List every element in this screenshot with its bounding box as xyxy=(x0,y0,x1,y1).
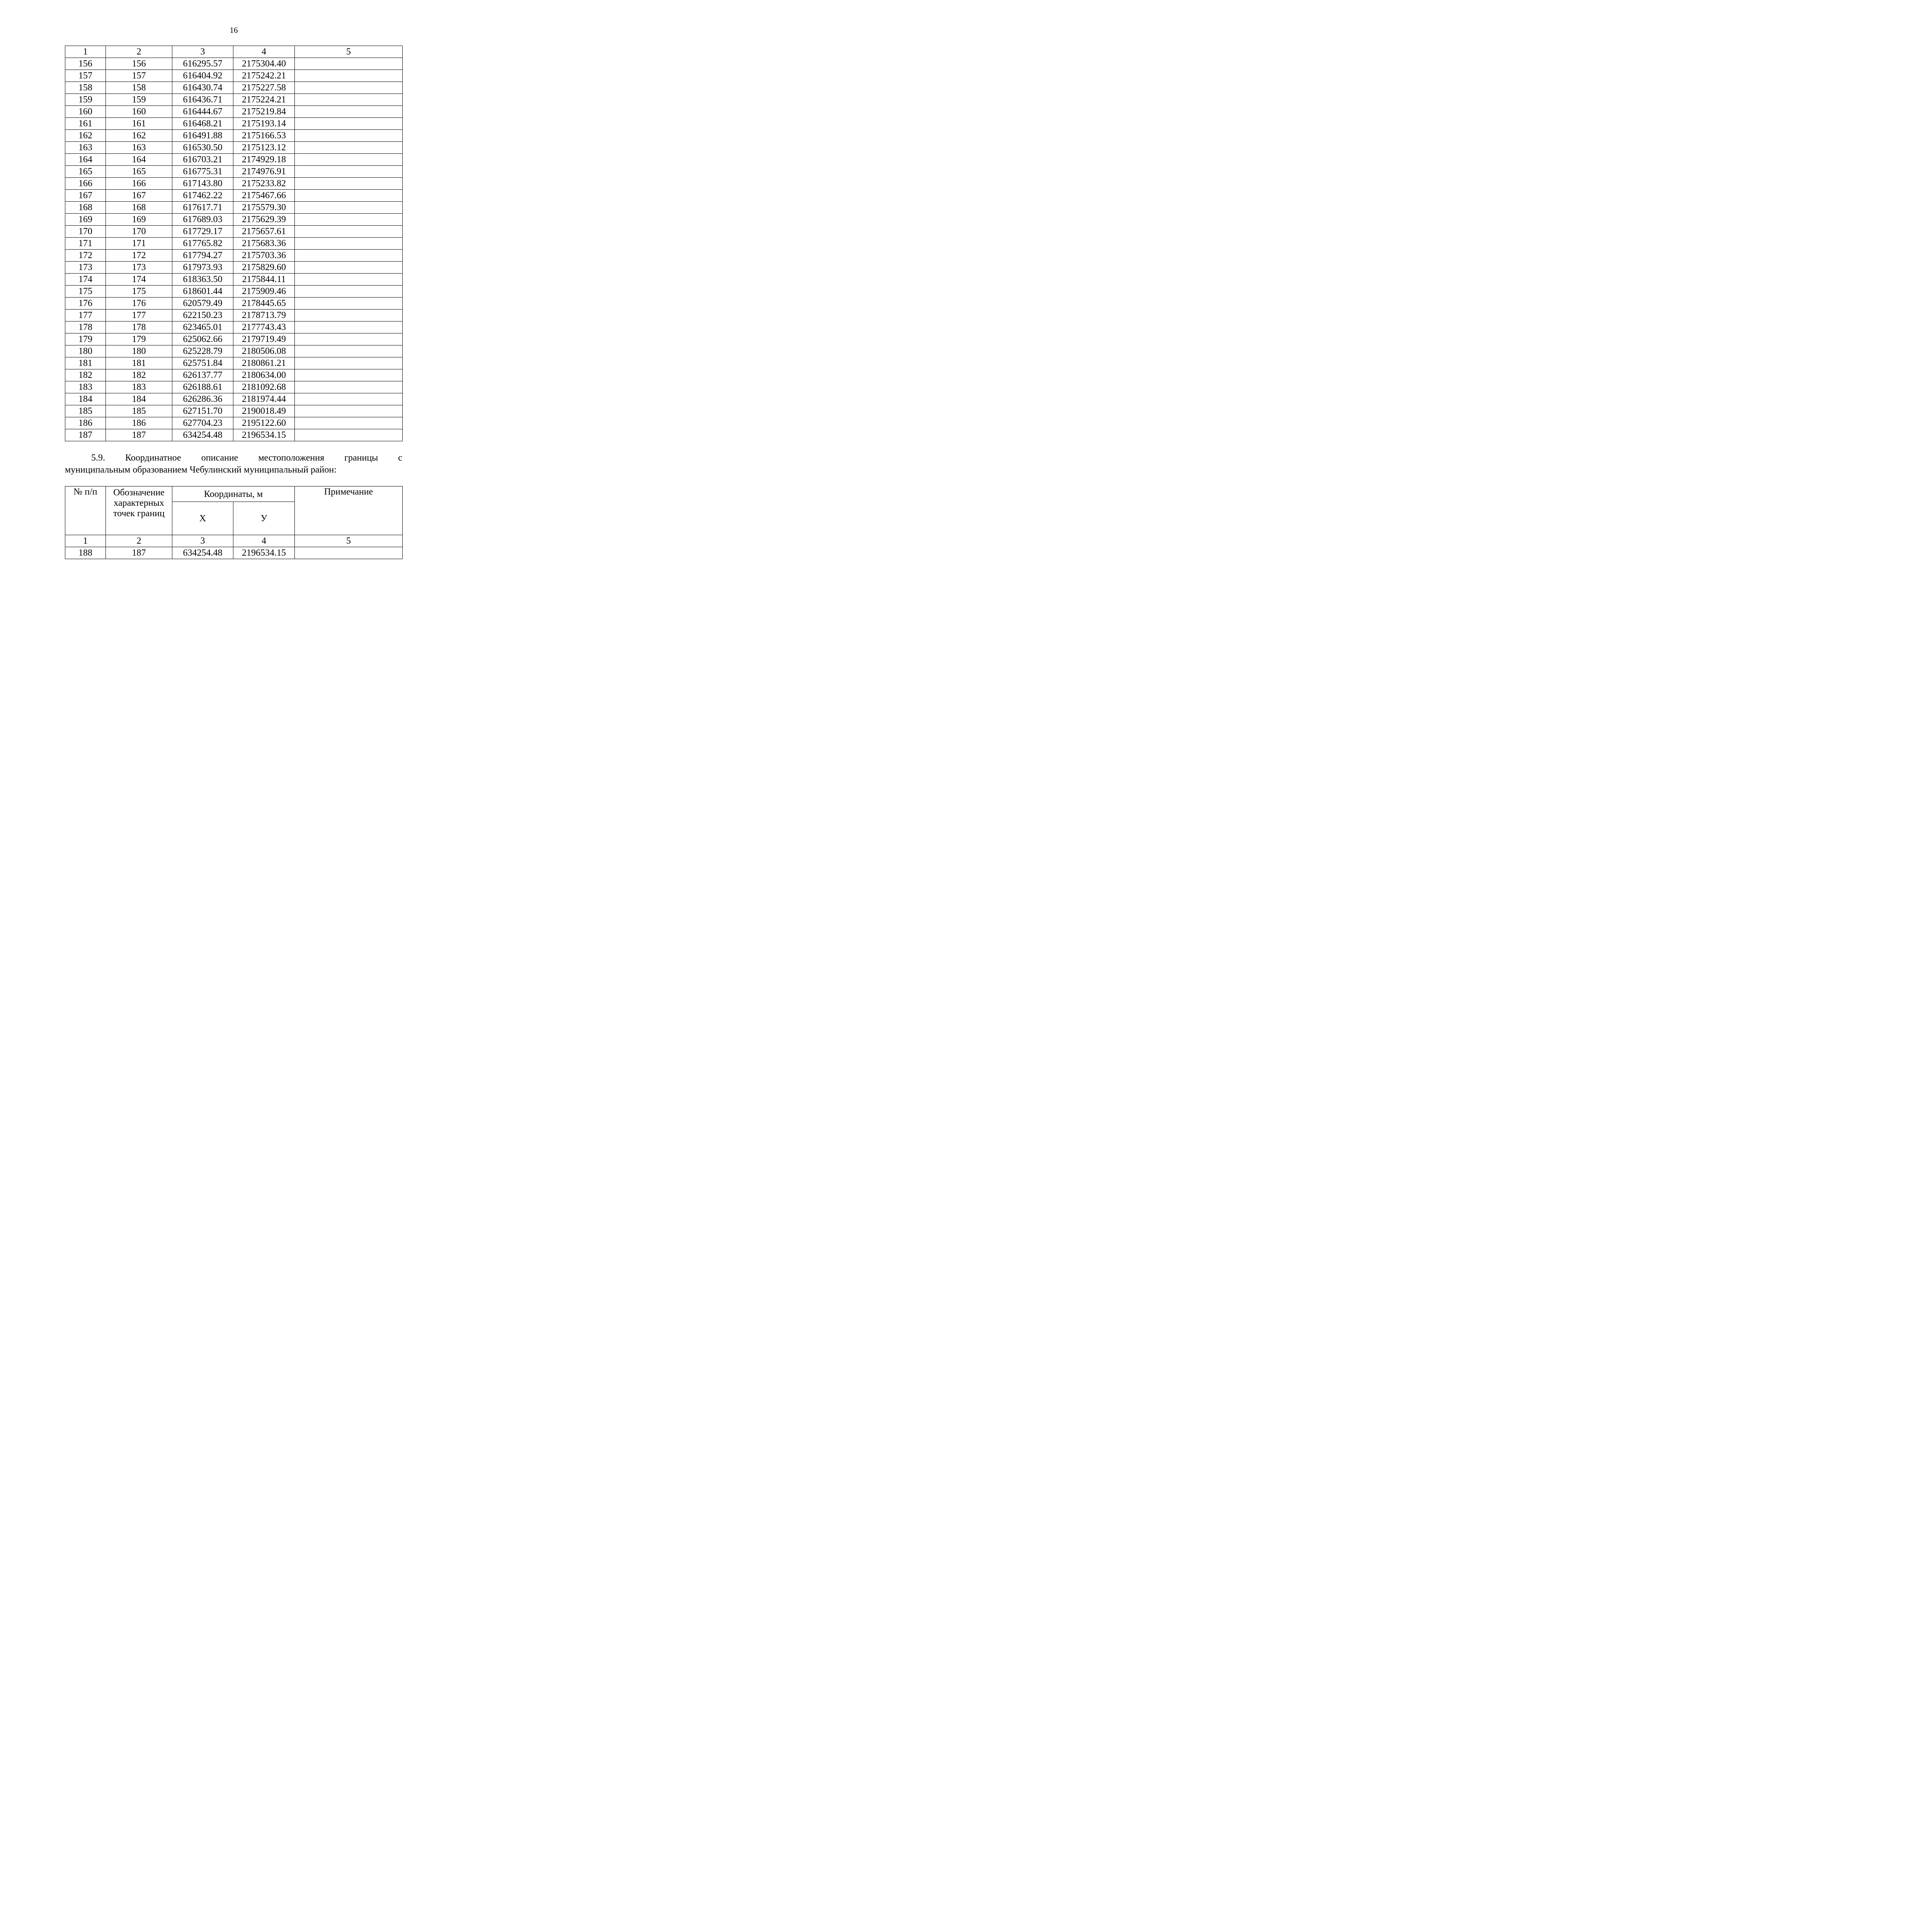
row-number-cell: 175 xyxy=(65,286,106,298)
point-designation-cell: 170 xyxy=(106,226,172,238)
row-number-cell: 176 xyxy=(65,298,106,310)
coordinate-x-cell: 622150.23 xyxy=(172,310,233,321)
coordinate-x-cell: 617462.22 xyxy=(172,190,233,202)
column-number-cell: 5 xyxy=(295,46,403,58)
table-row xyxy=(65,118,403,130)
point-designation-cell: 158 xyxy=(106,82,172,94)
note-cell xyxy=(295,547,403,559)
row-number-cell: 158 xyxy=(65,82,106,94)
coordinate-x-cell: 617143.80 xyxy=(172,178,233,190)
note-cell xyxy=(295,274,403,286)
coordinate-x-cell: 616444.67 xyxy=(172,106,233,118)
point-designation-cell: 163 xyxy=(106,142,172,154)
coordinate-y-cell: 2175683.36 xyxy=(233,238,295,250)
coordinates-table-header xyxy=(65,486,403,535)
header-number: № п/п xyxy=(65,486,106,535)
column-number-cell: 3 xyxy=(172,535,233,547)
column-number-cell: 5 xyxy=(295,535,403,547)
point-designation-cell: 169 xyxy=(106,214,172,226)
coordinate-x-cell: 627151.70 xyxy=(172,405,233,417)
paragraph-word: Координатное xyxy=(125,453,181,463)
point-designation-cell: 160 xyxy=(106,106,172,118)
note-cell xyxy=(295,310,403,321)
point-designation-cell: 172 xyxy=(106,250,172,262)
note-cell xyxy=(295,190,403,202)
point-designation-cell: 164 xyxy=(106,154,172,166)
coordinate-x-cell: 617617.71 xyxy=(172,202,233,214)
table-row xyxy=(65,190,403,202)
point-designation-cell: 162 xyxy=(106,130,172,142)
coordinate-x-cell: 620579.49 xyxy=(172,298,233,310)
note-cell xyxy=(295,178,403,190)
table-row xyxy=(65,154,403,166)
point-designation-cell: 171 xyxy=(106,238,172,250)
column-number-cell: 4 xyxy=(233,46,295,58)
header-x: Х xyxy=(172,502,233,535)
column-number-cell: 3 xyxy=(172,46,233,58)
coordinate-y-cell: 2178445.65 xyxy=(233,298,295,310)
coordinate-y-cell: 2175233.82 xyxy=(233,178,295,190)
point-designation-cell: 186 xyxy=(106,417,172,429)
coordinate-y-cell: 2196534.15 xyxy=(233,547,295,559)
column-number-row xyxy=(65,46,403,58)
coordinate-y-cell: 2180861.21 xyxy=(233,357,295,369)
note-cell xyxy=(295,82,403,94)
coordinate-x-cell: 617689.03 xyxy=(172,214,233,226)
coordinate-x-cell: 626188.61 xyxy=(172,381,233,393)
column-number-cell: 1 xyxy=(65,535,106,547)
point-designation-cell: 175 xyxy=(106,286,172,298)
coordinate-x-cell: 625062.66 xyxy=(172,333,233,345)
paragraph-word: с xyxy=(398,453,402,463)
coordinate-y-cell: 2175657.61 xyxy=(233,226,295,238)
note-cell xyxy=(295,214,403,226)
row-number-cell: 168 xyxy=(65,202,106,214)
coordinate-x-cell: 616530.50 xyxy=(172,142,233,154)
note-cell xyxy=(295,321,403,333)
row-number-cell: 170 xyxy=(65,226,106,238)
coordinate-y-cell: 2175166.53 xyxy=(233,130,295,142)
header-coordinates: Координаты, м xyxy=(172,486,295,502)
point-designation-cell: 174 xyxy=(106,274,172,286)
note-cell xyxy=(295,262,403,274)
table-row xyxy=(65,547,403,559)
point-designation-cell: 178 xyxy=(106,321,172,333)
paragraph-word: описание xyxy=(201,453,238,463)
point-designation-cell: 179 xyxy=(106,333,172,345)
coordinate-x-cell: 616430.74 xyxy=(172,82,233,94)
column-number-cell: 2 xyxy=(106,535,172,547)
coordinate-y-cell: 2175304.40 xyxy=(233,58,295,70)
table-row xyxy=(65,130,403,142)
note-cell xyxy=(295,238,403,250)
table-row xyxy=(65,250,403,262)
row-number-cell: 160 xyxy=(65,106,106,118)
row-number-cell: 163 xyxy=(65,142,106,154)
row-number-cell: 180 xyxy=(65,345,106,357)
table-row xyxy=(65,58,403,70)
coordinate-x-cell: 626137.77 xyxy=(172,369,233,381)
table-row xyxy=(65,82,403,94)
point-designation-cell: 166 xyxy=(106,178,172,190)
note-cell xyxy=(295,369,403,381)
coordinate-x-cell: 616404.92 xyxy=(172,70,233,82)
point-designation-cell: 156 xyxy=(106,58,172,70)
table-row xyxy=(65,429,403,441)
note-cell xyxy=(295,202,403,214)
column-number-cell: 1 xyxy=(65,46,106,58)
table-row xyxy=(65,106,403,118)
column-number-cell: 2 xyxy=(106,46,172,58)
coordinate-x-cell: 616436.71 xyxy=(172,94,233,106)
row-number-cell: 188 xyxy=(65,547,106,559)
coordinate-y-cell: 2175467.66 xyxy=(233,190,295,202)
note-cell xyxy=(295,166,403,178)
table-row xyxy=(65,94,403,106)
note-cell xyxy=(295,154,403,166)
note-cell xyxy=(295,286,403,298)
row-number-cell: 166 xyxy=(65,178,106,190)
coordinate-y-cell: 2175629.39 xyxy=(233,214,295,226)
note-cell xyxy=(295,118,403,130)
table-row xyxy=(65,321,403,333)
coordinate-y-cell: 2175703.36 xyxy=(233,250,295,262)
row-number-cell: 156 xyxy=(65,58,106,70)
coordinate-x-cell: 618601.44 xyxy=(172,286,233,298)
coordinate-x-cell: 616295.57 xyxy=(172,58,233,70)
note-cell xyxy=(295,429,403,441)
coordinate-y-cell: 2175909.46 xyxy=(233,286,295,298)
coordinate-y-cell: 2178713.79 xyxy=(233,310,295,321)
table-row xyxy=(65,357,403,369)
page-number: 16 xyxy=(230,26,238,35)
point-designation-cell: 184 xyxy=(106,393,172,405)
row-number-cell: 164 xyxy=(65,154,106,166)
paragraph-word: 5.9. xyxy=(91,453,105,463)
row-number-cell: 162 xyxy=(65,130,106,142)
table-row xyxy=(65,226,403,238)
table-row xyxy=(65,202,403,214)
coordinate-y-cell: 2177743.43 xyxy=(233,321,295,333)
point-designation-cell: 185 xyxy=(106,405,172,417)
table-row xyxy=(65,178,403,190)
point-designation-cell: 168 xyxy=(106,202,172,214)
coordinate-y-cell: 2174976.91 xyxy=(233,166,295,178)
row-number-cell: 185 xyxy=(65,405,106,417)
note-cell xyxy=(295,298,403,310)
table-row xyxy=(65,369,403,381)
table-row xyxy=(65,333,403,345)
paragraph-line-1 xyxy=(65,452,402,464)
note-cell xyxy=(295,405,403,417)
note-cell xyxy=(295,417,403,429)
coordinate-y-cell: 2175829.60 xyxy=(233,262,295,274)
coordinate-y-cell: 2175123.12 xyxy=(233,142,295,154)
coordinate-y-cell: 2175227.58 xyxy=(233,82,295,94)
coordinate-x-cell: 623465.01 xyxy=(172,321,233,333)
coordinate-y-cell: 2181092.68 xyxy=(233,381,295,393)
coordinate-x-cell: 616468.21 xyxy=(172,118,233,130)
coordinate-y-cell: 2195122.60 xyxy=(233,417,295,429)
point-designation-cell: 180 xyxy=(106,345,172,357)
coordinate-x-cell: 617794.27 xyxy=(172,250,233,262)
row-number-cell: 157 xyxy=(65,70,106,82)
coordinate-x-cell: 616775.31 xyxy=(172,166,233,178)
coordinate-x-cell: 617765.82 xyxy=(172,238,233,250)
coordinate-y-cell: 2175224.21 xyxy=(233,94,295,106)
section-5-9-paragraph xyxy=(65,452,402,476)
point-designation-cell: 159 xyxy=(106,94,172,106)
row-number-cell: 178 xyxy=(65,321,106,333)
table-row xyxy=(65,405,403,417)
table-row xyxy=(65,274,403,286)
coordinate-x-cell: 625228.79 xyxy=(172,345,233,357)
row-number-cell: 173 xyxy=(65,262,106,274)
note-cell xyxy=(295,250,403,262)
table-row xyxy=(65,286,403,298)
coordinate-y-cell: 2180506.08 xyxy=(233,345,295,357)
row-number-cell: 167 xyxy=(65,190,106,202)
point-designation-cell: 173 xyxy=(106,262,172,274)
coordinate-x-cell: 634254.48 xyxy=(172,547,233,559)
row-number-cell: 172 xyxy=(65,250,106,262)
coordinate-y-cell: 2175242.21 xyxy=(233,70,295,82)
table-row xyxy=(65,70,403,82)
table-row xyxy=(65,310,403,321)
column-number-cell: 4 xyxy=(233,535,295,547)
table-row xyxy=(65,238,403,250)
row-number-cell: 184 xyxy=(65,393,106,405)
row-number-cell: 181 xyxy=(65,357,106,369)
row-number-cell: 183 xyxy=(65,381,106,393)
row-number-cell: 179 xyxy=(65,333,106,345)
coordinate-x-cell: 626286.36 xyxy=(172,393,233,405)
row-number-cell: 187 xyxy=(65,429,106,441)
coordinate-x-cell: 634254.48 xyxy=(172,429,233,441)
point-designation-cell: 183 xyxy=(106,381,172,393)
table-row xyxy=(65,298,403,310)
note-cell xyxy=(295,345,403,357)
coordinate-y-cell: 2196534.15 xyxy=(233,429,295,441)
note-cell xyxy=(295,393,403,405)
paragraph-word: границы xyxy=(344,453,378,463)
coordinates-table-new xyxy=(65,535,403,559)
table-row xyxy=(65,393,403,405)
point-designation-cell: 167 xyxy=(106,190,172,202)
point-designation-cell: 157 xyxy=(106,70,172,82)
note-cell xyxy=(295,94,403,106)
header-note: Примечание xyxy=(295,486,403,535)
point-designation-cell: 187 xyxy=(106,429,172,441)
row-number-cell: 165 xyxy=(65,166,106,178)
header-y: У xyxy=(233,502,295,535)
coordinate-x-cell: 617973.93 xyxy=(172,262,233,274)
note-cell xyxy=(295,70,403,82)
point-designation-cell: 161 xyxy=(106,118,172,130)
coordinate-x-cell: 617729.17 xyxy=(172,226,233,238)
coordinates-table-new-body xyxy=(65,535,403,559)
point-designation-cell: 177 xyxy=(106,310,172,321)
row-number-cell: 186 xyxy=(65,417,106,429)
row-number-cell: 171 xyxy=(65,238,106,250)
row-number-cell: 159 xyxy=(65,94,106,106)
coordinate-x-cell: 616703.21 xyxy=(172,154,233,166)
row-number-cell: 169 xyxy=(65,214,106,226)
point-designation-cell: 187 xyxy=(106,547,172,559)
note-cell xyxy=(295,106,403,118)
coordinate-y-cell: 2175219.84 xyxy=(233,106,295,118)
coordinates-table-body xyxy=(65,46,403,441)
note-cell xyxy=(295,142,403,154)
coordinate-x-cell: 625751.84 xyxy=(172,357,233,369)
point-designation-cell: 176 xyxy=(106,298,172,310)
row-number-cell: 182 xyxy=(65,369,106,381)
coordinate-y-cell: 2175579.30 xyxy=(233,202,295,214)
coordinate-y-cell: 2174929.18 xyxy=(233,154,295,166)
coordinate-x-cell: 618363.50 xyxy=(172,274,233,286)
coordinate-y-cell: 2175193.14 xyxy=(233,118,295,130)
table-row xyxy=(65,262,403,274)
note-cell xyxy=(295,357,403,369)
point-designation-cell: 165 xyxy=(106,166,172,178)
coordinate-y-cell: 2190018.49 xyxy=(233,405,295,417)
table-row xyxy=(65,345,403,357)
point-designation-cell: 182 xyxy=(106,369,172,381)
row-number-cell: 177 xyxy=(65,310,106,321)
table-row xyxy=(65,417,403,429)
coordinate-x-cell: 616491.88 xyxy=(172,130,233,142)
paragraph-line-2: муниципальным образованием Чебулинский муниципальный район: xyxy=(65,465,337,475)
table-row xyxy=(65,142,403,154)
coordinate-y-cell: 2175844.11 xyxy=(233,274,295,286)
row-number-cell: 161 xyxy=(65,118,106,130)
coordinate-y-cell: 2179719.49 xyxy=(233,333,295,345)
column-number-row xyxy=(65,535,403,547)
point-designation-cell: 181 xyxy=(106,357,172,369)
table-row xyxy=(65,214,403,226)
note-cell xyxy=(295,333,403,345)
table-row xyxy=(65,381,403,393)
note-cell xyxy=(295,226,403,238)
table-row xyxy=(65,166,403,178)
note-cell xyxy=(295,58,403,70)
coordinate-y-cell: 2181974.44 xyxy=(233,393,295,405)
note-cell xyxy=(295,130,403,142)
coordinate-y-cell: 2180634.00 xyxy=(233,369,295,381)
coordinates-table-continued xyxy=(65,46,403,441)
note-cell xyxy=(295,381,403,393)
paragraph-word: местоположения xyxy=(258,453,325,463)
coordinate-x-cell: 627704.23 xyxy=(172,417,233,429)
header-designation: Обозначение характерных точек границ xyxy=(106,486,172,535)
row-number-cell: 174 xyxy=(65,274,106,286)
